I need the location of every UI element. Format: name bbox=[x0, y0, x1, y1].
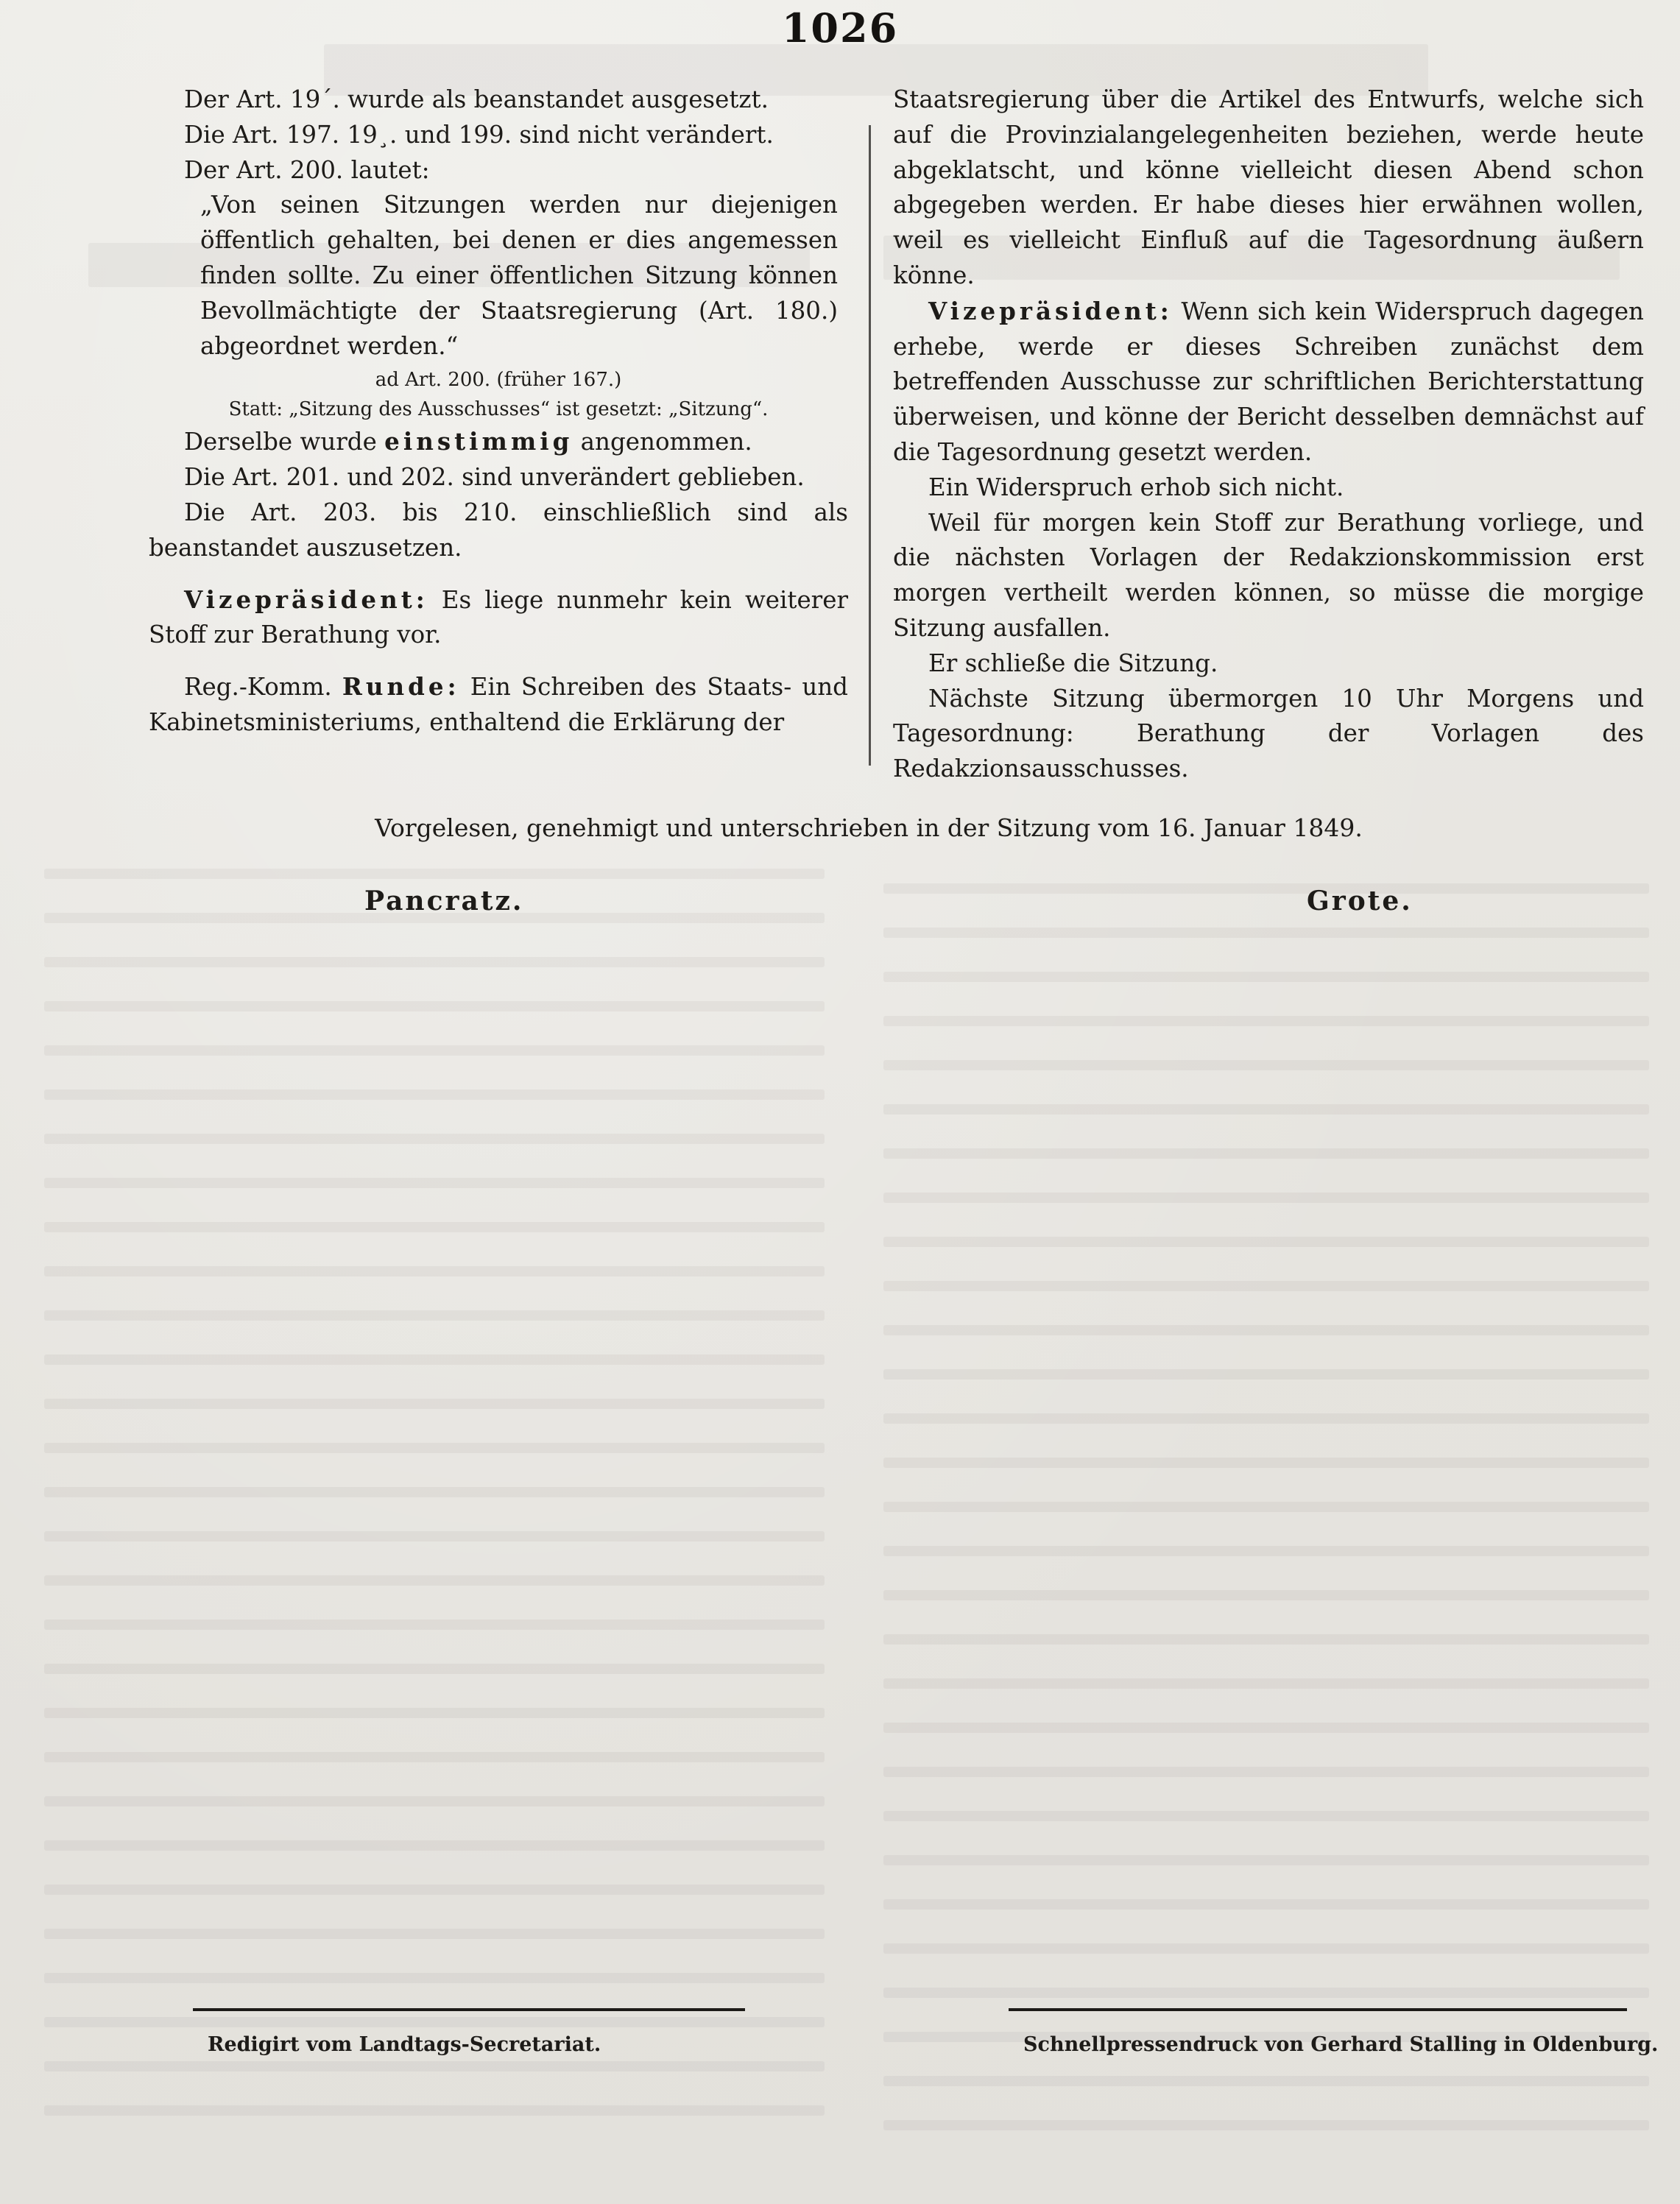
right-column bbox=[893, 82, 1644, 787]
paragraph bbox=[149, 424, 848, 460]
speaker-name: Runde: bbox=[342, 672, 460, 702]
speaker-role: Reg.-Komm. bbox=[184, 673, 332, 702]
emphasis-text: einstimmig bbox=[384, 427, 573, 456]
signature-left: Pancratz. bbox=[364, 886, 524, 916]
footer-printer: Schnellpressendruck von Gerhard Stalling in Oldenburg. bbox=[1023, 2033, 1659, 2056]
paragraph: Er schließe die Sitzung. bbox=[928, 649, 1218, 677]
paragraph: Ein Widerspruch erhob sich nicht. bbox=[928, 473, 1344, 501]
speaker-paragraph bbox=[893, 294, 1644, 470]
footer-editor: Redigirt vom Landtags-Secretariat. bbox=[208, 2033, 601, 2056]
speaker-paragraph bbox=[149, 669, 848, 741]
footer-rule-right bbox=[1009, 2008, 1627, 2011]
approval-statement: Vorgelesen, genehmigt und unterschrieben in der Sitzung vom 16. Januar 1849. bbox=[375, 813, 1363, 842]
signature-right: Grote. bbox=[1307, 886, 1413, 916]
article-note-heading: ad Art. 200. (früher 167.) bbox=[375, 369, 622, 392]
text-run: angenommen. bbox=[580, 428, 752, 456]
paragraph: Die Art. 197. 19¸. und 199. sind nicht verändert. bbox=[184, 120, 774, 149]
speech-text: Wenn sich kein Widerspruch dagegen erhebe, werde er dieses Schreiben zunächst dem betreffenden Ausschusse zur schriftlichen Berichterstattung überweisen, und könne der Bericht desselben demnächst auf die Tagesordnung gesetzt werden. bbox=[893, 297, 1644, 466]
page-number: 1026 bbox=[781, 4, 899, 52]
speaker-paragraph bbox=[149, 582, 848, 654]
paragraph: Staatsregierung über die Artikel des Entwurfs, welche sich auf die Provinzialangelegenheiten beziehen, werde heute abgeklatscht, und könne vielleicht diesen Abend schon abgegeben werden. Er habe dieses hier erwähnen wollen, weil es vielleicht Einfluß auf die Tagesordnung äußern könne. bbox=[893, 85, 1644, 289]
paragraph: Der Art. 19´. wurde als beanstandet ausgesetzt. bbox=[184, 85, 769, 113]
speech-text: Ein Schreiben des Staats- und Kabinetsministeriums, enthaltend die Erklärung der bbox=[149, 673, 848, 736]
column-divider bbox=[869, 125, 871, 766]
text-run: Derselbe wurde bbox=[184, 428, 377, 456]
speaker-name: Vizepräsident: bbox=[928, 296, 1173, 325]
left-column bbox=[149, 82, 848, 741]
paragraph: Die Art. 203. bis 210. einschließlich sind als beanstandet auszusetzen. bbox=[149, 498, 848, 562]
speech-text: Es liege nunmehr kein weiterer Stoff zur Berathung vor. bbox=[149, 585, 848, 649]
speaker-name: Vizepräsident: bbox=[184, 584, 428, 614]
paragraph: Nächste Sitzung übermorgen 10 Uhr Morgens und Tagesordnung: Berathung der Vorlagen des Redakzionsausschusses. bbox=[893, 684, 1644, 783]
footer-rule-left bbox=[193, 2008, 745, 2011]
quoted-article-text: „Von seinen Sitzungen werden nur diejenigen öffentlich gehalten, bei denen er dies angemessen finden sollte. Zu einer öffentlichen Sitzung können Bevollmächtigte der Staatsregierung (Art. 180.) abgeordnet werden.“ bbox=[200, 191, 838, 360]
paragraph: Die Art. 201. und 202. sind unverändert geblieben. bbox=[184, 463, 805, 492]
article-note-text: Statt: „Sitzung des Ausschusses“ ist gesetzt: „Sitzung“. bbox=[228, 398, 769, 421]
paragraph: Der Art. 200. lautet: bbox=[184, 155, 430, 184]
paragraph: Weil für morgen kein Stoff zur Berathung vorliege, und die nächsten Vorlagen der Redakzionskommission erst morgen vertheilt werden können, so müsse die morgige Sitzung ausfallen. bbox=[893, 508, 1644, 642]
